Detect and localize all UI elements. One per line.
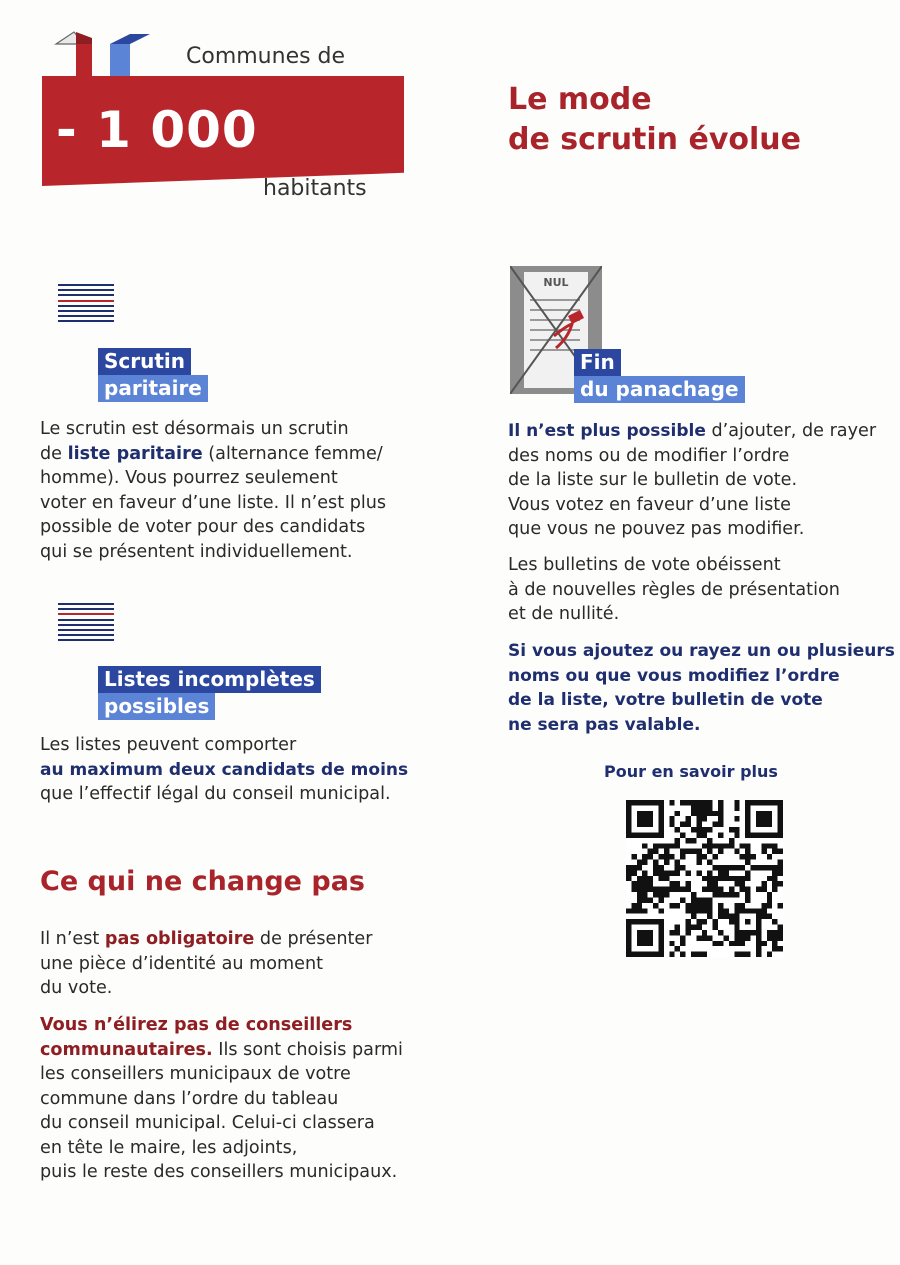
label-line: Scrutin xyxy=(98,348,191,375)
text-line xyxy=(40,442,460,467)
text-line: Les bulletins de vote obéissent xyxy=(508,555,781,575)
text-line: commune dans l’ordre du tableau xyxy=(40,1088,339,1109)
highlight-plus-possible: Il n’est plus possible xyxy=(508,421,706,441)
page-title xyxy=(508,80,868,160)
habitants-label: habitants xyxy=(263,176,367,201)
fin-panachage-label xyxy=(574,349,745,403)
listes-incompletes-label xyxy=(98,666,321,720)
warning-line: de la liste, votre bulletin de vote xyxy=(508,690,823,710)
text-line: une pièce d’identité au moment xyxy=(40,953,324,974)
text-line: qui se présentent individuellement. xyxy=(40,541,353,562)
highlight-conseillers: Vous n’élirez pas de conseillers xyxy=(40,1015,353,1035)
text-line: que l’effectif légal du conseil municipal. xyxy=(40,784,391,804)
text-line: possible de voter pour des candidats xyxy=(40,517,366,537)
communes-label: Communes de xyxy=(186,44,346,69)
text-line xyxy=(508,419,898,444)
label-line: Fin xyxy=(574,349,621,376)
text-span: d’ajouter, de rayer xyxy=(705,421,877,441)
list-lines-icon xyxy=(58,284,114,326)
text-span: (alternance femme/ xyxy=(202,443,383,464)
conseillers-paragraph xyxy=(40,1013,460,1185)
qr-code[interactable] xyxy=(626,800,783,957)
text-line xyxy=(40,1038,460,1063)
text-span: Ils sont choisis parmi xyxy=(212,1039,403,1060)
warning-line: ne sera pas valable. xyxy=(508,714,701,735)
text-line: les conseillers municipaux de votre xyxy=(40,1064,351,1084)
text-line: Les listes peuvent comporter xyxy=(40,735,297,755)
identite-paragraph xyxy=(40,927,460,1001)
population-threshold: - 1 000 xyxy=(56,101,258,159)
text-line: en tête le maire, les adjoints, xyxy=(40,1137,298,1158)
highlight-maximum-candidats: au maximum deux candidats de moins xyxy=(40,759,409,780)
label-line: paritaire xyxy=(98,375,208,402)
text-line: puis le reste des conseillers municipaux. xyxy=(40,1162,398,1182)
text-line: à de nouvelles règles de présentation xyxy=(508,579,840,600)
text-line: du conseil municipal. Celui-ci classera xyxy=(40,1113,375,1133)
listes-incompletes-text xyxy=(40,733,460,807)
page-title-line-2: de scrutin évolue xyxy=(508,122,801,157)
text-span: Il n’est xyxy=(40,929,105,949)
label-line: du panachage xyxy=(574,376,745,403)
list-lines-icon xyxy=(58,603,114,645)
text-line: du vote. xyxy=(40,978,113,998)
text-line: que vous ne pouvez pas modifier. xyxy=(508,519,805,539)
qr-title: Pour en savoir plus xyxy=(604,762,778,781)
text-line: de la liste sur le bulletin de vote. xyxy=(508,470,798,490)
text-line: Le scrutin est désormais un scrutin xyxy=(40,419,349,439)
highlight-liste-paritaire: liste paritaire xyxy=(67,443,203,464)
scrutin-paritaire-text xyxy=(40,417,460,564)
text-line: des noms ou de modifier l’ordre xyxy=(508,445,790,466)
panachage-paragraph-2 xyxy=(508,553,898,627)
text-line: homme). Vous pourrez seulement xyxy=(40,468,338,488)
text-span: de présenter xyxy=(254,929,373,949)
label-line: Listes incomplètes xyxy=(98,666,321,693)
highlight-communautaires: communautaires. xyxy=(40,1039,213,1060)
text-line: Vous votez en faveur d’une liste xyxy=(508,494,791,515)
warning-line: noms ou que vous modifiez l’ordre xyxy=(508,665,840,686)
scrutin-paritaire-label xyxy=(98,348,208,402)
page-title-line-1: Le mode xyxy=(508,82,652,117)
section-title-ce-qui-ne-change-pas: Ce qui ne change pas xyxy=(40,866,365,897)
label-line: possibles xyxy=(98,693,215,720)
text-span: de xyxy=(40,443,68,464)
panachage-paragraph-1 xyxy=(508,419,898,542)
text-line: voter en faveur d’une liste. Il n’est plus xyxy=(40,492,387,513)
highlight-pas-obligatoire: pas obligatoire xyxy=(104,929,255,949)
ballot-label: NUL xyxy=(543,276,569,289)
panachage-warning xyxy=(508,639,900,737)
text-line: et de nullité. xyxy=(508,604,620,624)
text-line xyxy=(40,927,460,952)
warning-line: Si vous ajoutez ou rayez un ou plusieurs xyxy=(508,641,895,661)
